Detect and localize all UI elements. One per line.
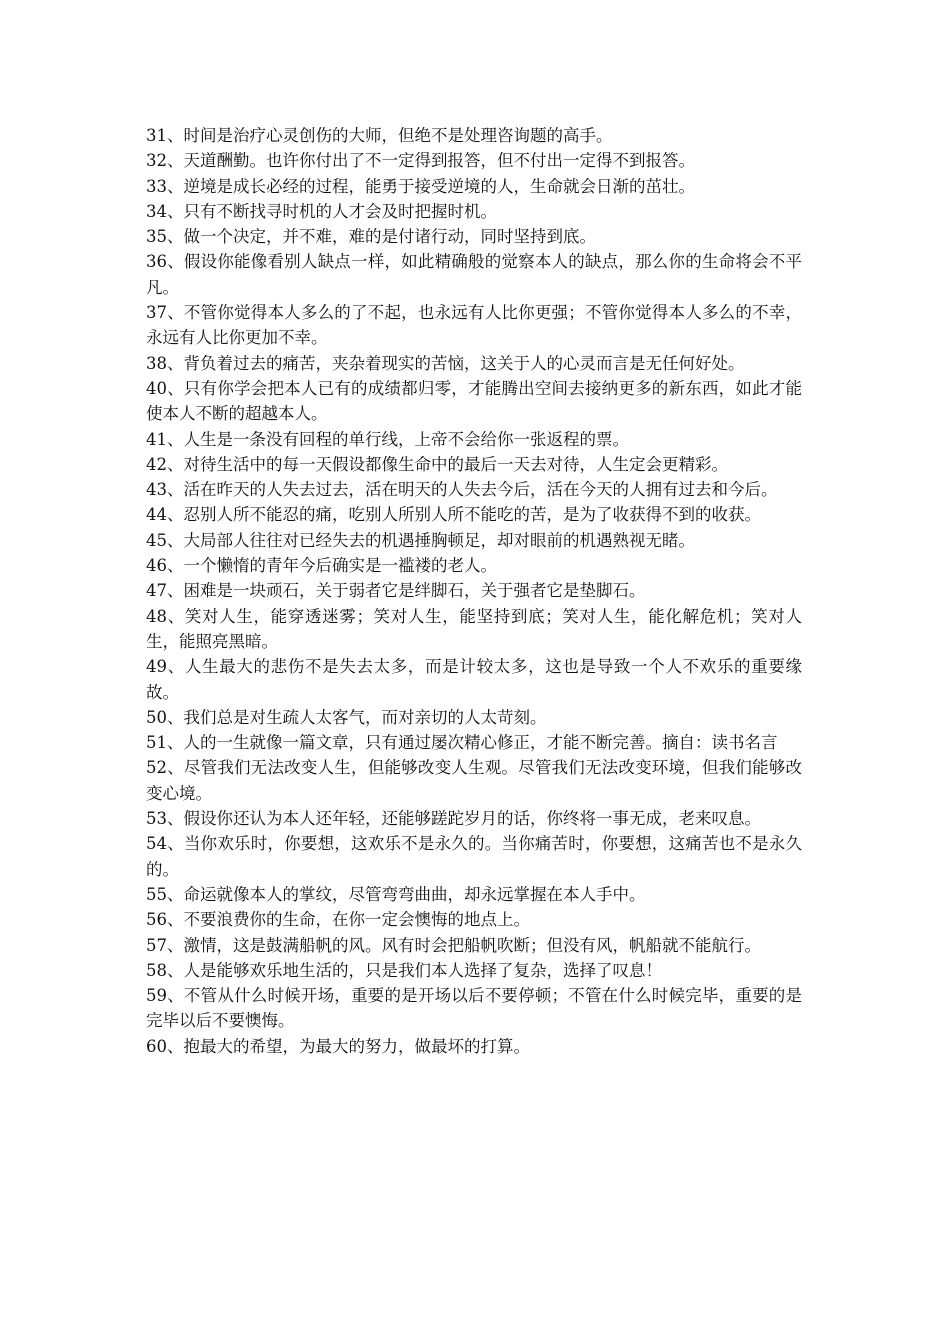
quote-49: 49、人生最大的悲伤不是失去太多，而是计较太多，这也是导致一个人不欢乐的重要缘故。 xyxy=(146,657,802,702)
quote-42: 42、对待生活中的每一天假设都像生命中的最后一天去对待，人生定会更精彩。 xyxy=(146,454,728,474)
quote-58: 58、人是能够欢乐地生活的，只是我们本人选择了复杂，选择了叹息！ xyxy=(146,960,662,980)
quote-41: 41、人生是一条没有回程的单行线，上帝不会给你一张返程的票。 xyxy=(146,429,629,449)
quote-50: 50、我们总是对生疏人太客气，而对亲切的人太苛刻。 xyxy=(146,707,547,727)
quote-52: 52、尽管我们无法改变人生，但能够改变人生观。尽管我们无法改变环境，但我们能够改变心境。 xyxy=(146,758,802,803)
quote-40: 40、只有你学会把本人已有的成绩都归零，才能腾出空间去接纳更多的新东西，如此才能使本人不断的超越本人。 xyxy=(146,378,802,424)
quote-57: 57、激情，这是鼓满船帆的风。风有时会把船帆吹断；但没有风，帆船就不能航行。 xyxy=(146,935,761,955)
quote-59: 59、不管从什么时候开场，重要的是开场以后不要停顿；不管在什么时候完毕，重要的是完毕以后不要懊悔。 xyxy=(146,986,802,1031)
quote-33: 33、逆境是成长必经的过程，能勇于接受逆境的人，生命就会日渐的茁壮。 xyxy=(146,176,695,196)
quote-36: 36、假设你能像看别人缺点一样，如此精确般的觉察本人的缺点，那么你的生命将会不平凡。 xyxy=(146,252,802,297)
quote-45: 45、大局部人往往对已经失去的机遇捶胸顿足，却对眼前的机遇熟视无睹。 xyxy=(146,530,695,550)
quote-60: 60、抱最大的希望，为最大的努力，做最坏的打算。 xyxy=(146,1036,530,1056)
quote-31: 31、时间是治疗心灵创伤的大师，但绝不是处理咨询题的高手。 xyxy=(146,126,613,145)
quote-34: 34、只有不断找寻时机的人才会及时把握时机。 xyxy=(146,201,497,221)
quote-47: 47、困难是一块顽石，关于弱者它是绊脚石，关于强者它是垫脚石。 xyxy=(146,581,646,601)
quote-55: 55、命运就像本人的掌纹，尽管弯弯曲曲，却永远掌握在本人手中。 xyxy=(146,884,646,904)
quote-44: 44、忍别人所不能忍的痛，吃别人所别人所不能吃的苦，是为了收获得不到的收获。 xyxy=(146,505,761,525)
quote-53: 53、假设你还认为本人还年轻，还能够蹉跎岁月的话，你终将一事无成，老来叹息。 xyxy=(146,809,761,829)
quote-56: 56、不要浪费你的生命，在你一定会懊悔的地点上。 xyxy=(146,910,530,930)
quote-35: 35、做一个决定，并不难，难的是付诸行动，同时坚持到底。 xyxy=(146,227,596,247)
quote-46: 46、一个懒惰的青年今后确实是一褴褛的老人。 xyxy=(146,556,497,576)
quote-48: 48、笑对人生，能穿透迷雾；笑对人生，能坚持到底；笑对人生，能化解危机；笑对人生，能照亮黑暗。 xyxy=(146,606,802,651)
quote-32: 32、天道酬勤。也许你付出了不一定得到报答，但不付出一定得不到报答。 xyxy=(146,151,695,171)
quote-37: 37、不管你觉得本人多么的了不起，也永远有人比你更强；不管你觉得本人多么的不幸，永远有人比你更加不幸。 xyxy=(146,303,802,348)
quote-51: 51、人的一生就像一篇文章，只有通过屡次精心修正，才能不断完善。摘自：读书名言 xyxy=(146,733,778,753)
quote-43: 43、活在昨天的人失去过去，活在明天的人失去今后，活在今天的人拥有过去和今后。 xyxy=(146,480,778,500)
quote-54: 54、当你欢乐时，你要想，这欢乐不是永久的。当你痛苦时，你要想，这痛苦也不是永久的。 xyxy=(146,834,802,879)
quote-38: 38、背负着过去的痛苦，夹杂着现实的苦恼，这关于人的心灵而言是无任何好处。 xyxy=(146,353,745,373)
document-page xyxy=(146,123,802,1059)
